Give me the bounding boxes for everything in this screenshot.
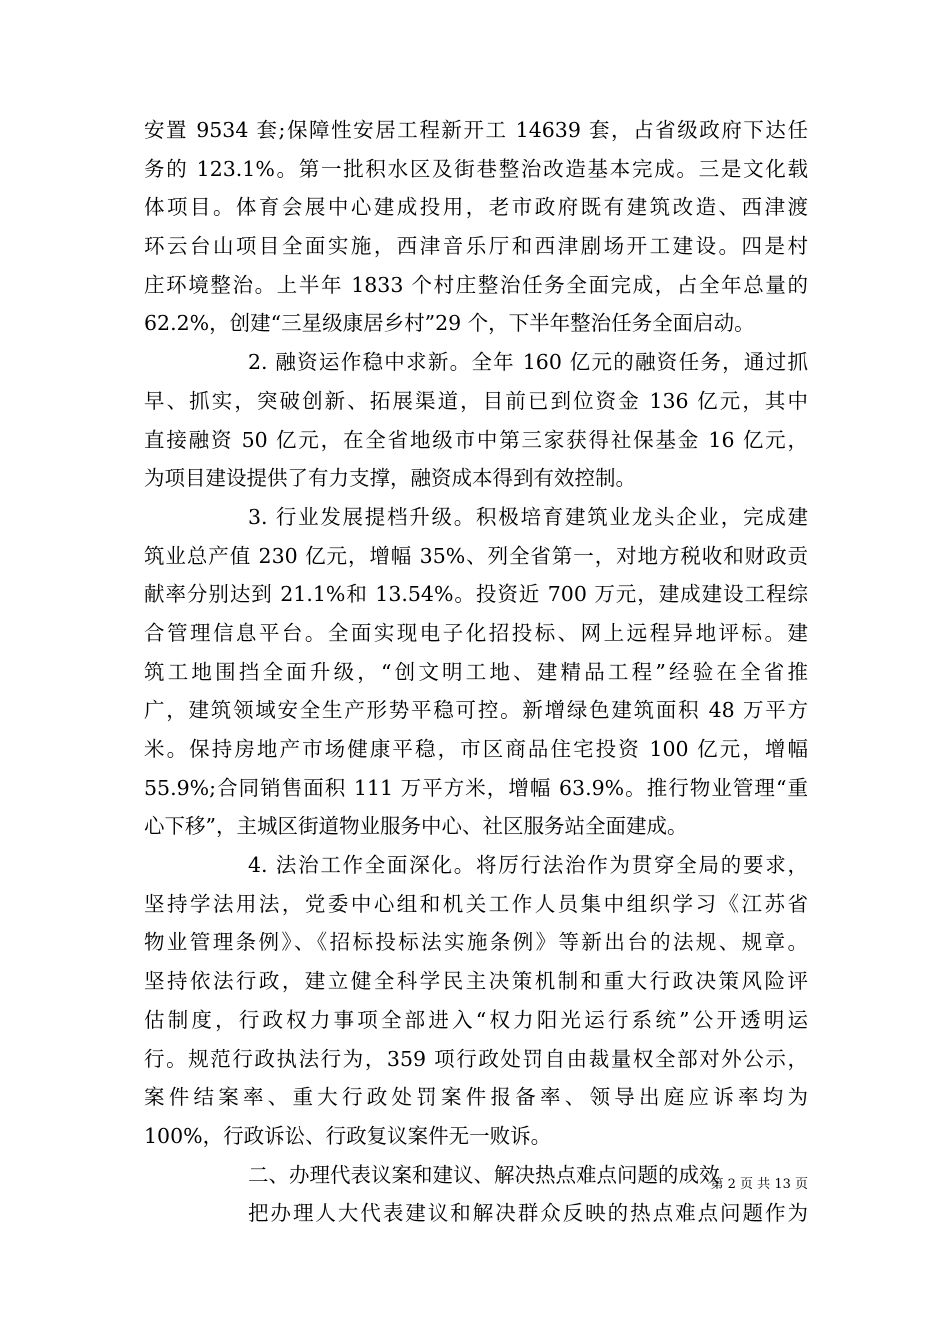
text-line: 62.2%，创建“三星级康居乡村”29 个，下半年整治任务全面启动。 <box>144 311 755 336</box>
paragraph-start-line: 4. 法治工作全面深化。将厉行法治作为贯穿全局的要求， <box>248 853 808 878</box>
text-line: 筑工地围挡全面升级，“创文明工地、建精品工程”经验在全省推 <box>144 659 808 684</box>
text-line: 案件结案率、重大行政处罚案件报备率、领导出庭应诉率均为 <box>144 1085 808 1110</box>
text-line: 早、抓实，突破创新、拓展渠道，目前已到位资金 136 亿元，其中 <box>144 388 808 413</box>
text-line: 100%，行政诉讼、行政复议案件无一败诉。 <box>144 1123 552 1148</box>
page-number-footer: 第 2 页 共 13 页 <box>710 1177 808 1192</box>
text-line: 坚持学法用法，党委中心组和机关工作人员集中组织学习《江苏省 <box>144 891 808 916</box>
text-line: 庄环境整治。上半年 1833 个村庄整治任务全面完成，占全年总量的 <box>144 272 808 297</box>
text-line: 行。规范行政执法行为，359 项行政处罚自由裁量权全部对外公示， <box>144 1046 808 1071</box>
text-line: 筑业总产值 230 亿元，增幅 35%、列全省第一，对地方税收和财政贡 <box>144 543 808 568</box>
text-line: 55.9%;合同销售面积 111 万平方米，增幅 63.9%。推行物业管理“重 <box>144 775 808 800</box>
paragraph-start-line: 2. 融资运作稳中求新。全年 160 亿元的融资任务，通过抓 <box>248 350 808 375</box>
text-line: 合管理信息平台。全面实现电子化招投标、网上远程异地评标。建 <box>144 620 808 645</box>
text-line: 安置 9534 套;保障性安居工程新开工 14639 套，占省级政府下达任 <box>144 118 808 142</box>
text-line: 献率分别达到 21.1%和 13.54%。投资近 700 万元，建成建设工程综 <box>144 582 808 607</box>
text-line: 心下移”，主城区街道物业服务中心、社区服务站全面建成。 <box>144 814 688 839</box>
text-line: 估制度，行政权力事项全部进入“权力阳光运行系统”公开透明运 <box>144 1007 808 1032</box>
text-line: 物业管理条例》、《招标投标法实施条例》等新出台的法规、规章。 <box>144 930 808 955</box>
paragraph-start-line: 3. 行业发展提档升级。积极培育建筑业龙头企业，完成建 <box>248 504 808 529</box>
text-line: 米。保持房地产市场健康平稳，市区商品住宅投资 100 亿元，增幅 <box>144 737 808 761</box>
text-line: 直接融资 50 亿元，在全省地级市中第三家获得社保基金 16 亿元， <box>144 427 808 452</box>
document-body <box>144 111 808 1233</box>
text-line: 务的 123.1%。第一批积水区及街巷整治改造基本完成。三是文化载 <box>144 156 808 181</box>
text-line: 广，建筑领域安全生产形势平稳可控。新增绿色建筑面积 48 万平方 <box>144 698 808 723</box>
text-line: 为项目建设提供了有力支撑，融资成本得到有效控制。 <box>144 466 636 491</box>
paragraph-start-line: 把办理人大代表建议和解决群众反映的热点难点问题作为 <box>248 1201 808 1226</box>
section-heading: 二、办理代表议案和建议、解决热点难点问题的成效 <box>248 1162 720 1187</box>
text-line: 坚持依法行政，建立健全科学民主决策机制和重大行政决策风险评 <box>144 969 808 994</box>
text-line: 体项目。体育会展中心建成投用，老市政府既有建筑改造、西津渡 <box>144 195 808 220</box>
text-line: 环云台山项目全面实施，西津音乐厅和西津剧场开工建设。四是村 <box>144 234 808 259</box>
